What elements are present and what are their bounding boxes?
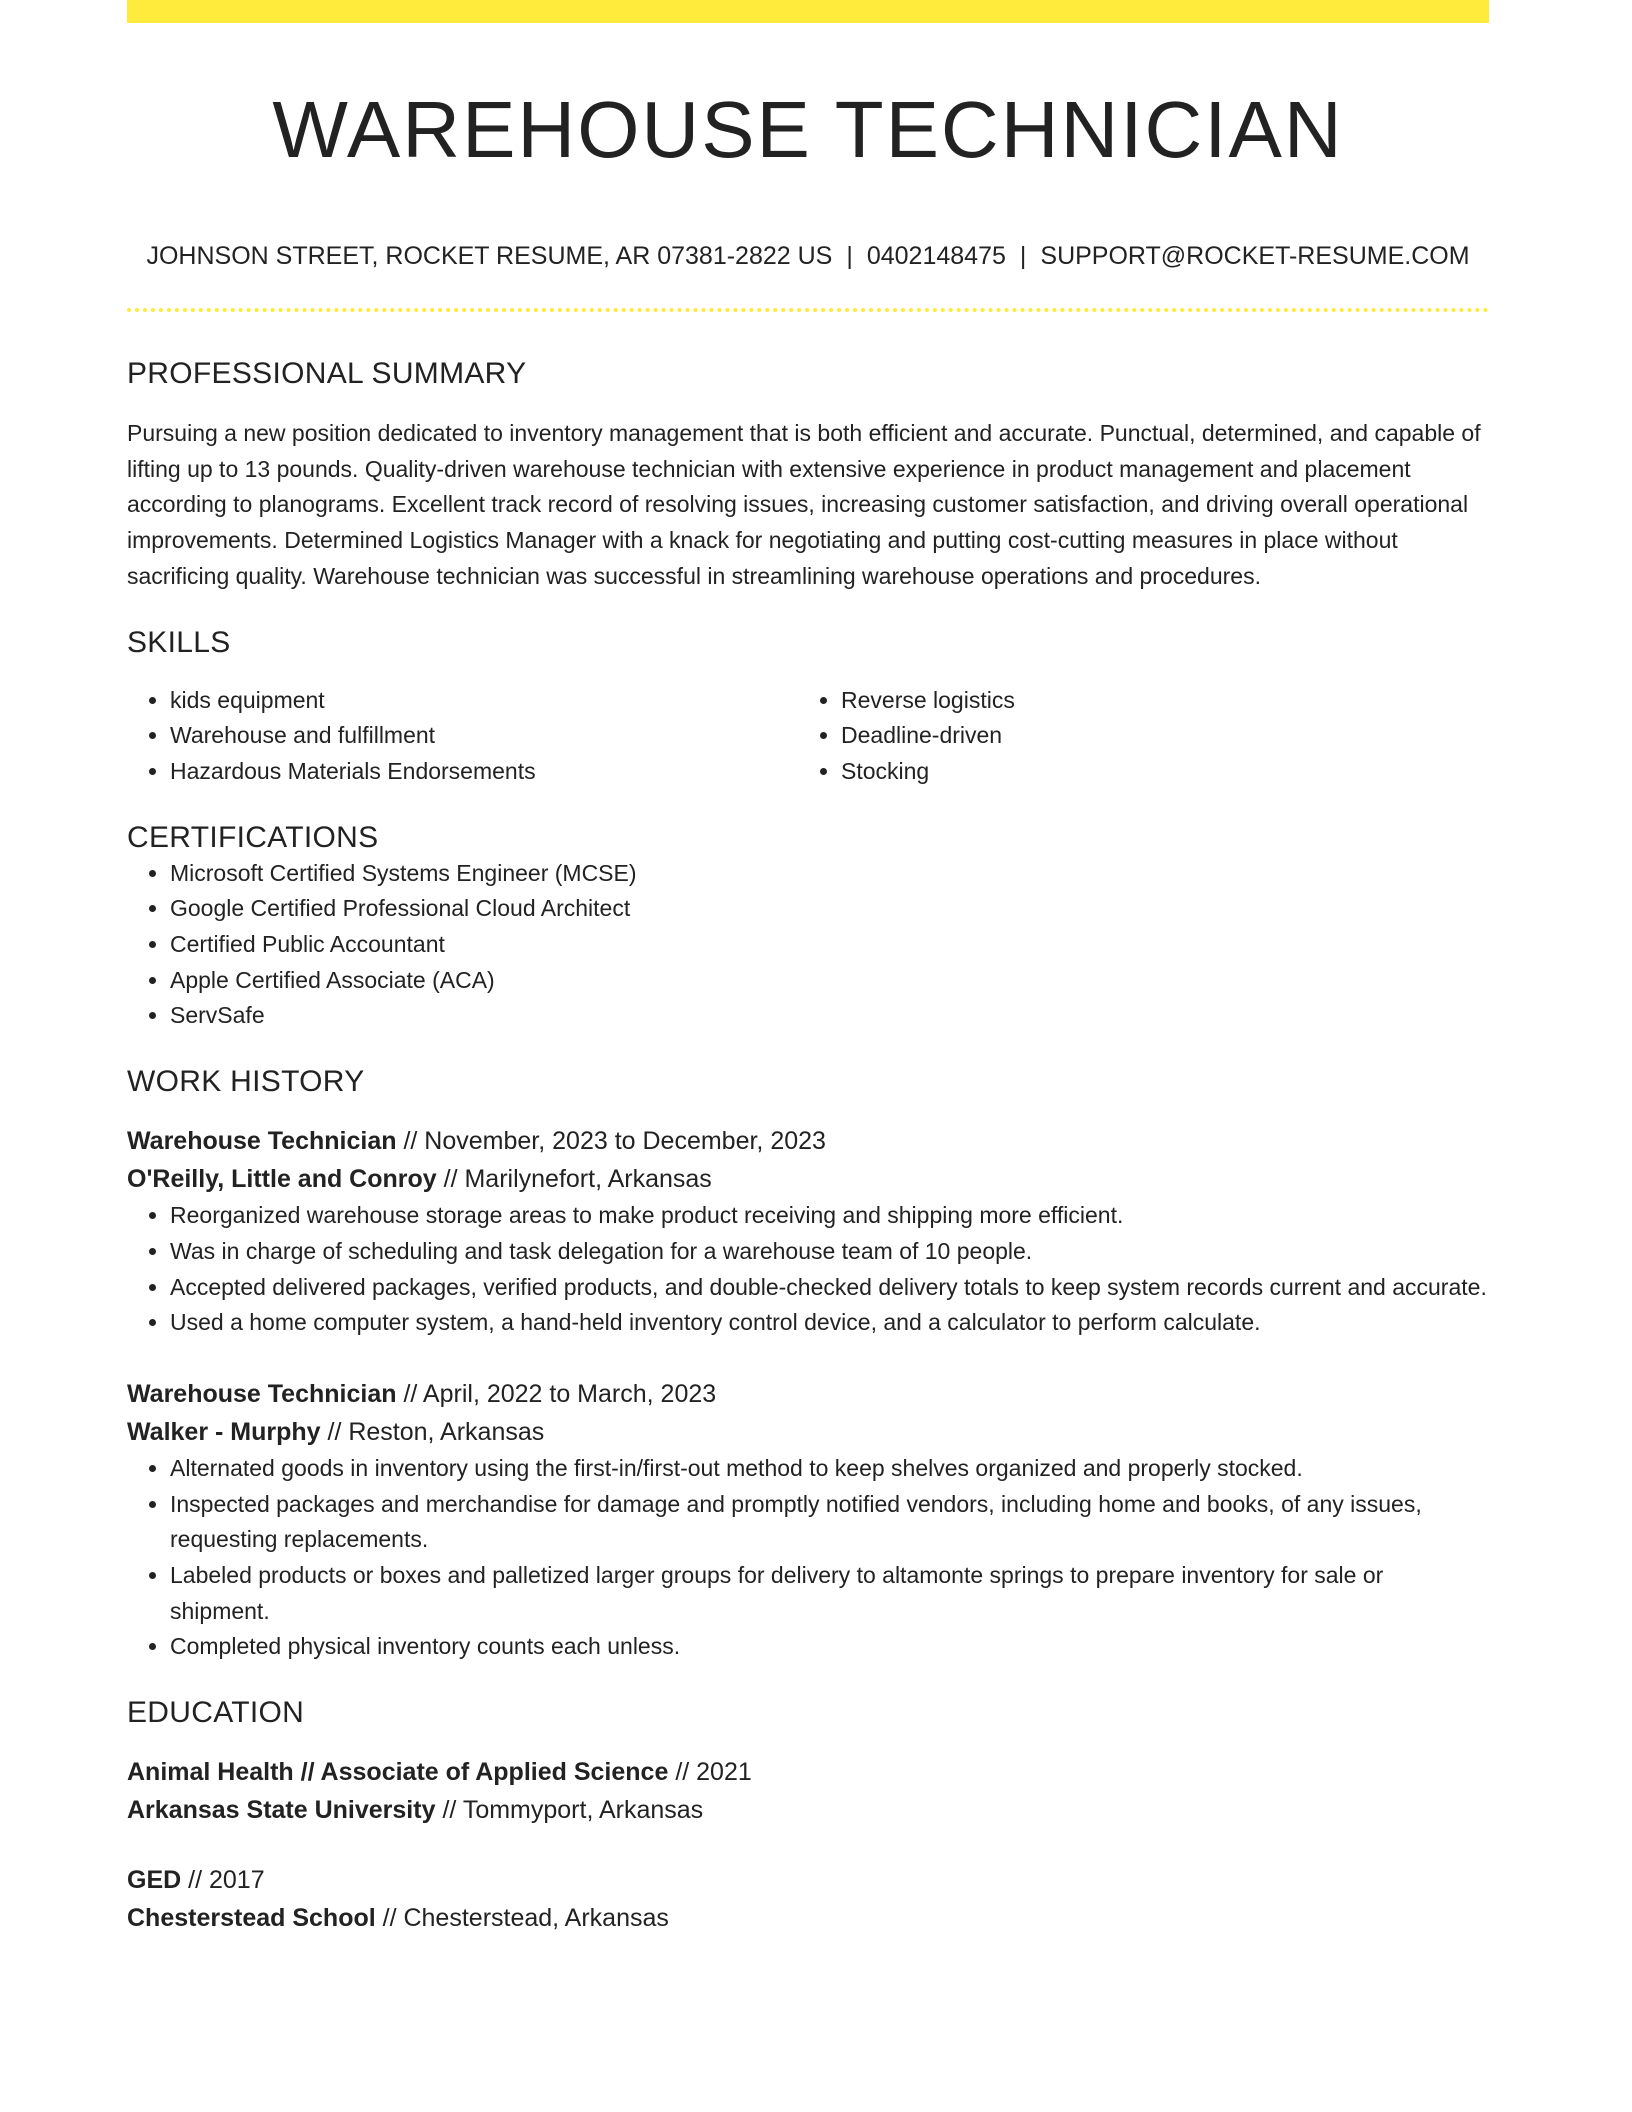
job-duty: • Used a home computer system, a hand-held inventory control device, and a calculator to perform calculate. bbox=[170, 1305, 1489, 1341]
work-history-heading: WORK HISTORY bbox=[127, 1065, 365, 1099]
summary-text: Pursuing a new position dedicated to inventory management that is both efficient and accurate. Punctual, determined, and capable of lifting up to 13 pounds. Quality-driven warehouse technician with extensive experience in product management and placement according to planograms. Excellent track record of resolving issues, increasing customer satisfaction, and driving overall operational improvements. Determined Logistics Manager with a knack for negotiating and putting cost-cutting measures in place without sacrificing quality. Warehouse technician was successful in streamlining warehouse operations and procedures. bbox=[127, 420, 1481, 589]
job-role-line bbox=[127, 1375, 1489, 1413]
job-company: Walker - Murphy bbox=[127, 1417, 321, 1446]
job-role-line bbox=[127, 1122, 1489, 1160]
candidate-title: WAREHOUSE TECHNICIAN bbox=[272, 85, 1344, 174]
job-dates: // April, 2022 to March, 2023 bbox=[403, 1379, 717, 1408]
job-duty: • Reorganized warehouse storage areas to make product receiving and shipping more efficient. bbox=[170, 1198, 1489, 1234]
education-school-line bbox=[127, 1791, 1489, 1829]
job-location: // Marilynefort, Arkansas bbox=[443, 1165, 712, 1194]
skills-heading: SKILLS bbox=[127, 625, 231, 659]
job-duty: • Inspected packages and merchandise for damage and promptly notified vendors, including home and books, of any issues, requesting replacements. bbox=[170, 1487, 1489, 1558]
education-location: // Tommyport, Arkansas bbox=[442, 1796, 704, 1825]
dotted-divider bbox=[127, 308, 1489, 312]
job-duty: • Alternated goods in inventory using the first-in/first-out method to keep shelves organized and properly stocked. bbox=[170, 1451, 1489, 1487]
job-duty: • Was in charge of scheduling and task delegation for a warehouse team of 10 people. bbox=[170, 1234, 1489, 1270]
resume-content bbox=[127, 0, 1489, 1937]
education-school: Arkansas State University bbox=[127, 1796, 436, 1825]
job-company-line bbox=[127, 1413, 1489, 1451]
job-entry bbox=[127, 1375, 1489, 1665]
contact-line bbox=[127, 240, 1489, 272]
skill-item: • Reverse logistics bbox=[841, 683, 1469, 719]
education-school: Chesterstead School bbox=[127, 1904, 376, 1933]
job-location: // Reston, Arkansas bbox=[327, 1417, 545, 1446]
skills-columns bbox=[127, 683, 1489, 790]
certification-item: • Certified Public Accountant bbox=[170, 927, 1489, 963]
skill-item: • Deadline-driven bbox=[841, 718, 1469, 754]
skill-item: • Stocking bbox=[841, 754, 1469, 790]
education-degree-line bbox=[127, 1753, 1489, 1791]
job-duties-list bbox=[127, 1198, 1489, 1341]
education-degree: Animal Health // Associate of Applied Science bbox=[127, 1758, 669, 1787]
education-entry bbox=[127, 1861, 1489, 1937]
job-company: O'Reilly, Little and Conroy bbox=[127, 1165, 437, 1194]
contact-email: SUPPORT@ROCKET-RESUME.COM bbox=[1040, 242, 1470, 270]
job-entry bbox=[127, 1122, 1489, 1341]
contact-phone: 0402148475 bbox=[866, 242, 1006, 270]
skill-item: • Warehouse and fulfillment bbox=[170, 718, 798, 754]
education-school-line bbox=[127, 1899, 1489, 1937]
certification-item: • ServSafe bbox=[170, 998, 1489, 1034]
job-duties-list bbox=[127, 1451, 1489, 1665]
summary-heading: PROFESSIONAL SUMMARY bbox=[127, 357, 527, 390]
job-role: Warehouse Technician bbox=[127, 1127, 397, 1156]
certification-item: • Apple Certified Associate (ACA) bbox=[170, 963, 1489, 999]
education-entry bbox=[127, 1753, 1489, 1829]
job-role: Warehouse Technician bbox=[127, 1379, 397, 1408]
job-duty: • Labeled products or boxes and palletized larger groups for delivery to altamonte springs to prepare inventory for sale or shipment. bbox=[170, 1558, 1489, 1629]
contact-separator: | bbox=[846, 242, 853, 270]
education-degree-line bbox=[127, 1861, 1489, 1899]
job-dates: // November, 2023 to December, 2023 bbox=[403, 1127, 826, 1156]
education-heading: EDUCATION bbox=[127, 1696, 305, 1730]
skills-list-right bbox=[798, 683, 1469, 790]
certification-item: • Microsoft Certified Systems Engineer (MCSE) bbox=[170, 856, 1489, 892]
skill-item: • Hazardous Materials Endorsements bbox=[170, 754, 798, 790]
certifications-heading: CERTIFICATIONS bbox=[127, 820, 379, 854]
education-location: // Chesterstead, Arkansas bbox=[382, 1904, 669, 1933]
skill-item: • kids equipment bbox=[170, 683, 798, 719]
education-year: // 2021 bbox=[675, 1758, 752, 1787]
education-degree: GED bbox=[127, 1866, 182, 1895]
certifications-list bbox=[127, 856, 1489, 1035]
certification-item: • Google Certified Professional Cloud Architect bbox=[170, 891, 1489, 927]
job-duty: • Completed physical inventory counts each unless. bbox=[170, 1629, 1489, 1665]
education-year: // 2017 bbox=[188, 1866, 265, 1895]
contact-address: JOHNSON STREET, ROCKET RESUME, AR 07381-2822 US bbox=[146, 242, 833, 270]
skills-list-left bbox=[127, 683, 798, 790]
job-company-line bbox=[127, 1160, 1489, 1198]
job-duty: • Accepted delivered packages, verified products, and double-checked delivery totals to keep system records current and accurate. bbox=[170, 1270, 1489, 1306]
contact-separator: | bbox=[1019, 242, 1027, 270]
